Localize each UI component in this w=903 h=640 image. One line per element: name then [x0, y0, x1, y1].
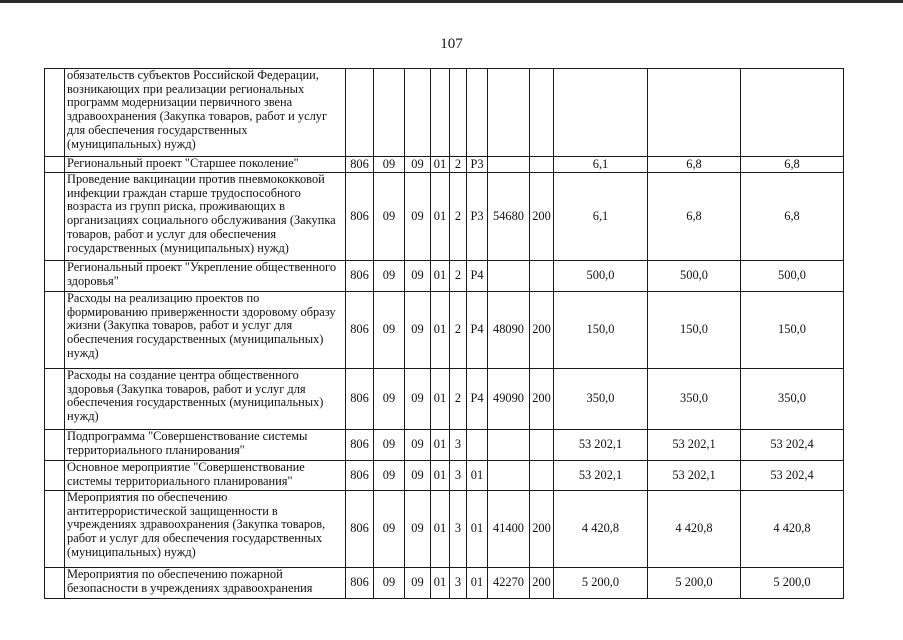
- cell-amount-2023: 150,0: [741, 292, 844, 369]
- cell-subprogram: 2: [450, 173, 467, 261]
- cell-expense-type: [530, 461, 554, 491]
- cell-glava: 806: [346, 461, 374, 491]
- cell-amount-2023: [741, 69, 844, 157]
- cell-amount-2022: 350,0: [648, 369, 741, 430]
- cell-blank: [45, 568, 65, 599]
- cell-amount-2023: 6,8: [741, 157, 844, 173]
- cell-direction: 54680: [488, 173, 530, 261]
- cell-name: Расходы на реализацию проектов по формированию приверженности здоровому образу жизни (Закупка товаров, работ и услуг для обеспечения государственных (муниципальных) нужд): [65, 292, 346, 369]
- cell-expense-type: [530, 261, 554, 292]
- cell-razdel: 09: [374, 261, 405, 292]
- cell-program: 01: [431, 568, 450, 599]
- cell-glava: 806: [346, 568, 374, 599]
- cell-amount-2021: 53 202,1: [554, 430, 648, 461]
- cell-razdel: 09: [374, 369, 405, 430]
- cell-glava: 806: [346, 261, 374, 292]
- page-number: 107: [440, 36, 463, 52]
- top-border-line: [0, 0, 903, 3]
- cell-glava: [346, 69, 374, 157]
- cell-group: 01: [467, 491, 488, 568]
- cell-direction: [488, 430, 530, 461]
- cell-subprogram: 3: [450, 568, 467, 599]
- cell-podrazdel: 09: [405, 173, 431, 261]
- cell-program: 01: [431, 292, 450, 369]
- cell-name: Региональный проект "Старшее поколение": [65, 157, 346, 173]
- cell-amount-2021: 53 202,1: [554, 461, 648, 491]
- cell-razdel: 09: [374, 173, 405, 261]
- cell-direction: [488, 69, 530, 157]
- cell-amount-2021: 350,0: [554, 369, 648, 430]
- table-row: [45, 568, 844, 599]
- cell-expense-type: 200: [530, 369, 554, 430]
- cell-razdel: [374, 69, 405, 157]
- cell-amount-2021: 6,1: [554, 173, 648, 261]
- cell-group: P4: [467, 369, 488, 430]
- cell-program: 01: [431, 461, 450, 491]
- cell-expense-type: [530, 157, 554, 173]
- cell-name: обязательств субъектов Российской Федерации, возникающих при реализации региональных программ модернизации первичного звена здравоохранения (Закупка товаров, работ и услуг для обеспечения государственных (муниципальных) нужд): [65, 69, 346, 157]
- cell-glava: 806: [346, 369, 374, 430]
- cell-amount-2023: 4 420,8: [741, 491, 844, 568]
- cell-amount-2023: 5 200,0: [741, 568, 844, 599]
- cell-name: Подпрограмма "Совершенствование системы территориального планирования": [65, 430, 346, 461]
- cell-subprogram: 2: [450, 261, 467, 292]
- cell-amount-2022: 5 200,0: [648, 568, 741, 599]
- cell-amount-2021: 500,0: [554, 261, 648, 292]
- cell-glava: 806: [346, 430, 374, 461]
- cell-amount-2021: 5 200,0: [554, 568, 648, 599]
- cell-blank: [45, 157, 65, 173]
- cell-group: P4: [467, 261, 488, 292]
- cell-razdel: 09: [374, 292, 405, 369]
- cell-name: Мероприятия по обеспечению антитеррористической защищенности в учреждениях здравоохранения (Закупка товаров, работ и услуг для обеспечения государственных (муниципальных) нужд): [65, 491, 346, 568]
- cell-subprogram: [450, 69, 467, 157]
- cell-amount-2023: 6,8: [741, 173, 844, 261]
- cell-direction: 41400: [488, 491, 530, 568]
- cell-glava: 806: [346, 491, 374, 568]
- table-row: [45, 369, 844, 430]
- cell-name: Проведение вакцинации против пневмококковой инфекции граждан старше трудоспособного возраста из групп риска, проживающих в организациях социального обслуживания (Закупка товаров, работ и услуг для обеспечения государственных (муниципальных) нужд): [65, 173, 346, 261]
- cell-subprogram: 2: [450, 369, 467, 430]
- cell-subprogram: 2: [450, 292, 467, 369]
- cell-blank: [45, 491, 65, 568]
- cell-subprogram: 2: [450, 157, 467, 173]
- cell-subprogram: 3: [450, 461, 467, 491]
- cell-blank: [45, 461, 65, 491]
- cell-group: 01: [467, 568, 488, 599]
- cell-program: [431, 69, 450, 157]
- cell-amount-2023: 500,0: [741, 261, 844, 292]
- cell-expense-type: [530, 69, 554, 157]
- cell-amount-2022: 150,0: [648, 292, 741, 369]
- cell-amount-2022: 4 420,8: [648, 491, 741, 568]
- cell-group: P3: [467, 157, 488, 173]
- cell-amount-2021: 150,0: [554, 292, 648, 369]
- cell-direction: [488, 261, 530, 292]
- cell-expense-type: [530, 430, 554, 461]
- cell-program: 01: [431, 261, 450, 292]
- cell-expense-type: 200: [530, 568, 554, 599]
- table-row: [45, 261, 844, 292]
- cell-subprogram: 3: [450, 491, 467, 568]
- table-row: [45, 157, 844, 173]
- cell-program: 01: [431, 173, 450, 261]
- cell-program: 01: [431, 157, 450, 173]
- cell-podrazdel: 09: [405, 261, 431, 292]
- table-row: [45, 491, 844, 568]
- cell-amount-2021: [554, 69, 648, 157]
- cell-amount-2023: 350,0: [741, 369, 844, 430]
- cell-amount-2022: 6,8: [648, 157, 741, 173]
- cell-expense-type: 200: [530, 491, 554, 568]
- cell-expense-type: 200: [530, 173, 554, 261]
- cell-program: 01: [431, 369, 450, 430]
- cell-direction: [488, 461, 530, 491]
- cell-blank: [45, 369, 65, 430]
- cell-direction: 48090: [488, 292, 530, 369]
- table-row: [45, 461, 844, 491]
- cell-podrazdel: 09: [405, 461, 431, 491]
- cell-blank: [45, 292, 65, 369]
- cell-direction: 49090: [488, 369, 530, 430]
- cell-name: Расходы на создание центра общественного здоровья (Закупка товаров, работ и услуг для обеспечения государственных (муниципальных) нужд): [65, 369, 346, 430]
- cell-program: 01: [431, 430, 450, 461]
- table-row: [45, 173, 844, 261]
- cell-name: Мероприятия по обеспечению пожарной безопасности в учреждениях здравоохранения: [65, 568, 346, 599]
- cell-expense-type: 200: [530, 292, 554, 369]
- cell-razdel: 09: [374, 461, 405, 491]
- cell-subprogram: 3: [450, 430, 467, 461]
- cell-razdel: 09: [374, 430, 405, 461]
- cell-name: Региональный проект "Укрепление общественного здоровья": [65, 261, 346, 292]
- cell-amount-2022: 6,8: [648, 173, 741, 261]
- cell-podrazdel: 09: [405, 430, 431, 461]
- cell-amount-2022: 500,0: [648, 261, 741, 292]
- cell-amount-2023: 53 202,4: [741, 461, 844, 491]
- cell-group: P3: [467, 173, 488, 261]
- cell-program: 01: [431, 491, 450, 568]
- table-row: [45, 69, 844, 157]
- cell-podrazdel: 09: [405, 568, 431, 599]
- cell-amount-2021: 6,1: [554, 157, 648, 173]
- cell-amount-2022: 53 202,1: [648, 461, 741, 491]
- cell-razdel: 09: [374, 568, 405, 599]
- budget-table: [44, 68, 844, 599]
- cell-razdel: 09: [374, 491, 405, 568]
- cell-blank: [45, 69, 65, 157]
- cell-amount-2022: 53 202,1: [648, 430, 741, 461]
- cell-group: [467, 69, 488, 157]
- cell-podrazdel: 09: [405, 157, 431, 173]
- cell-group: P4: [467, 292, 488, 369]
- cell-amount-2023: 53 202,4: [741, 430, 844, 461]
- cell-direction: [488, 157, 530, 173]
- cell-amount-2021: 4 420,8: [554, 491, 648, 568]
- cell-podrazdel: 09: [405, 369, 431, 430]
- cell-podrazdel: 09: [405, 292, 431, 369]
- cell-glava: 806: [346, 173, 374, 261]
- cell-glava: 806: [346, 157, 374, 173]
- cell-amount-2022: [648, 69, 741, 157]
- cell-blank: [45, 261, 65, 292]
- table-row: [45, 430, 844, 461]
- cell-podrazdel: 09: [405, 491, 431, 568]
- cell-group: 01: [467, 461, 488, 491]
- cell-name: Основное мероприятие "Совершенствование системы территориального планирования": [65, 461, 346, 491]
- table-row: [45, 292, 844, 369]
- cell-group: [467, 430, 488, 461]
- cell-razdel: 09: [374, 157, 405, 173]
- cell-podrazdel: [405, 69, 431, 157]
- cell-blank: [45, 173, 65, 261]
- cell-glava: 806: [346, 292, 374, 369]
- cell-direction: 42270: [488, 568, 530, 599]
- cell-blank: [45, 430, 65, 461]
